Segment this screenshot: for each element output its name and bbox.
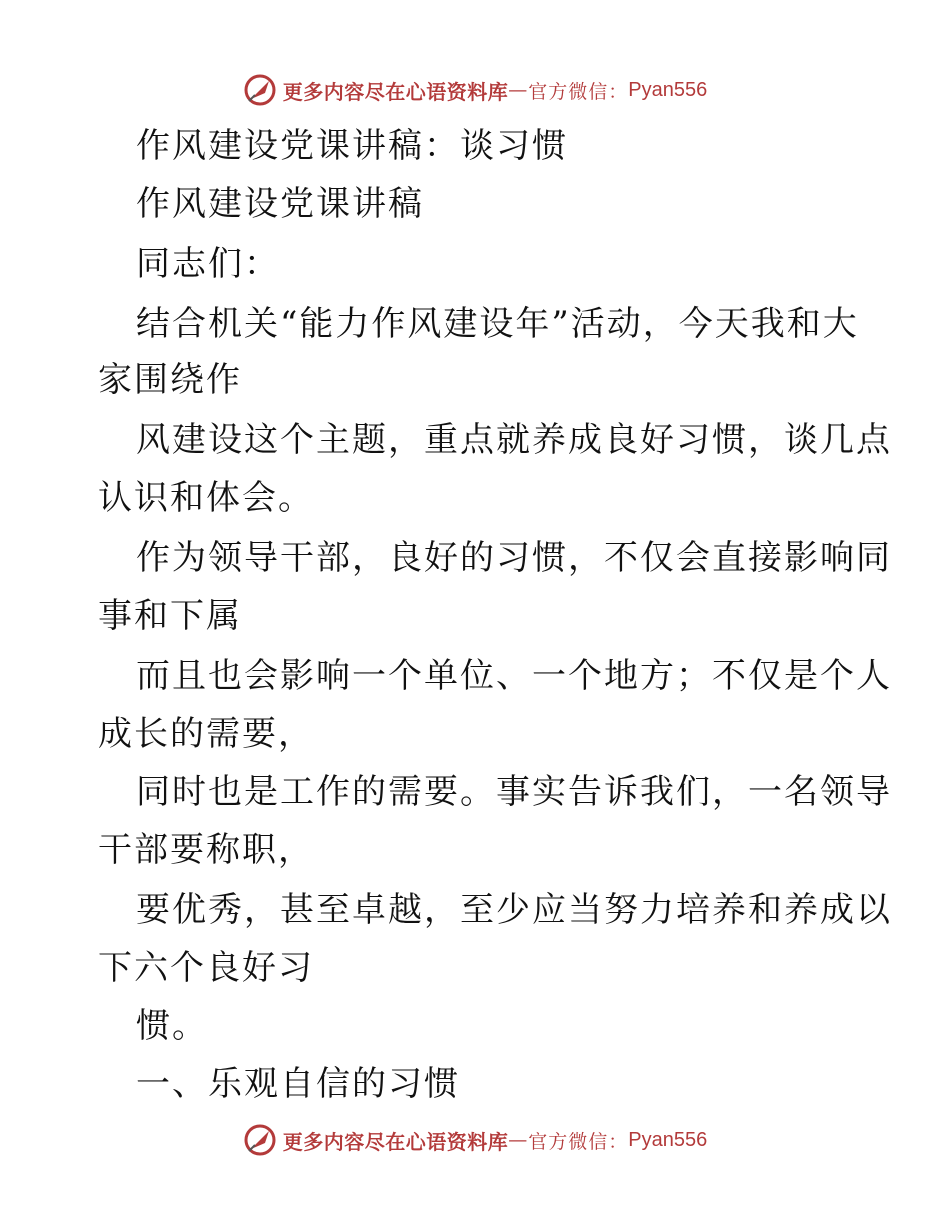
- quill-logo-icon: [243, 73, 277, 107]
- paragraph-line: 成长的需要，: [98, 714, 314, 754]
- banner-wechat-id: Pyan556: [628, 78, 708, 101]
- paragraph-line: 家围绕作: [98, 360, 242, 400]
- banner-dash: —: [508, 1129, 529, 1151]
- section-heading: 一、乐观自信的习惯: [136, 1064, 460, 1104]
- banner-dash: —: [508, 79, 529, 101]
- banner-wechat-label: 官方微信：: [528, 1130, 629, 1153]
- paragraph-line: 风建设这个主题，重点就养成良好习惯，谈几点: [136, 420, 892, 460]
- doc-subtitle: 作风建设党课讲稿: [136, 184, 424, 224]
- doc-title: 作风建设党课讲稿：谈习惯: [136, 126, 568, 166]
- paragraph-line: 结合机关“能力作风建设年”活动，今天我和大: [136, 304, 859, 344]
- paragraph-line: 干部要称职，: [98, 830, 314, 870]
- header-banner: [0, 70, 950, 110]
- paragraph-line: 要优秀，甚至卓越，至少应当努力培养和养成以: [136, 890, 892, 930]
- paragraph-line: 惯。: [136, 1006, 208, 1046]
- paragraph-line: 下六个良好习: [98, 948, 314, 988]
- banner-wechat-label: 官方微信：: [528, 80, 629, 103]
- quill-logo-icon: [243, 1123, 277, 1157]
- banner-wechat-id: Pyan556: [628, 1128, 708, 1151]
- paragraph-line: 认识和体会。: [98, 478, 314, 518]
- footer-banner: [0, 1120, 950, 1160]
- paragraph-line: 事和下属: [98, 596, 242, 636]
- paragraph-line: 而且也会影响一个单位、一个地方；不仅是个人: [136, 656, 892, 696]
- banner-title: 更多内容尽在心语资料库: [282, 1129, 509, 1154]
- banner-title: 更多内容尽在心语资料库: [282, 79, 509, 104]
- paragraph-line: 作为领导干部，良好的习惯，不仅会直接影响同: [136, 538, 892, 578]
- paragraph-line: 同时也是工作的需要。事实告诉我们，一名领导: [136, 772, 892, 812]
- salutation: 同志们：: [136, 244, 280, 284]
